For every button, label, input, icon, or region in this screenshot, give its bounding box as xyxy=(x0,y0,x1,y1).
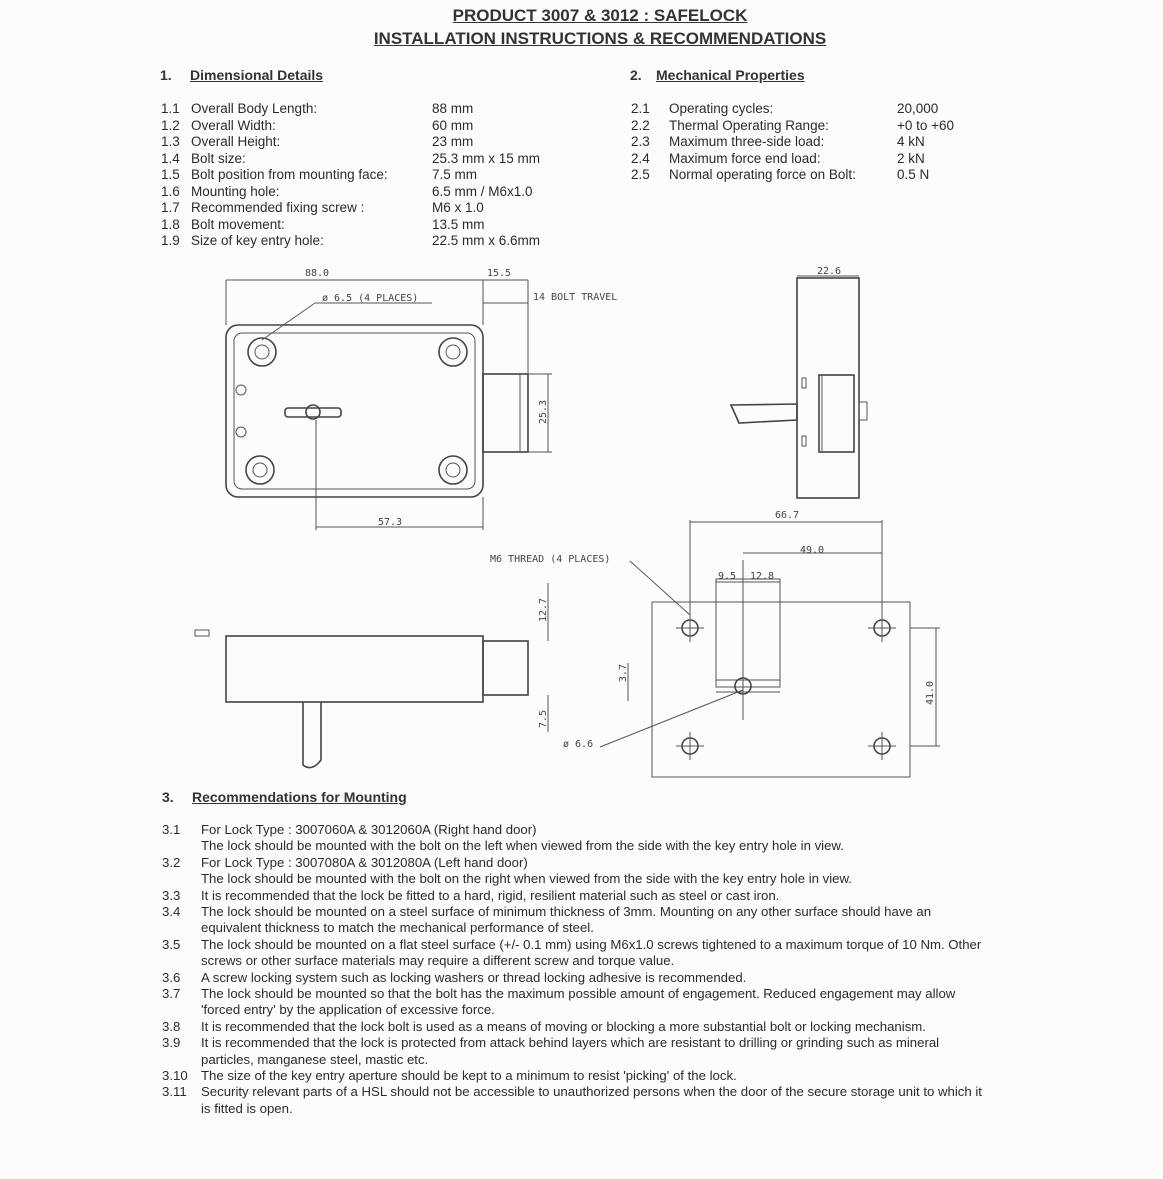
item-value: 4 kN xyxy=(897,134,925,149)
dim-88: 88.0 xyxy=(305,268,330,279)
document-title: PRODUCT 3007 & 3012 : SAFELOCK xyxy=(452,6,748,25)
dim-bolt-travel: 14 BOLT TRAVEL xyxy=(533,292,618,303)
item-text: It is recommended that the lock be fitted to a hard, rigid, resilient material such as steel or cast iron. xyxy=(201,887,780,903)
item-number: 2.4 xyxy=(631,150,650,166)
section-title: Recommendations for Mounting xyxy=(192,789,407,805)
item-value: 60 mm xyxy=(432,117,474,133)
section-number: 2. xyxy=(630,67,642,83)
item-label: Operating cycles: xyxy=(669,101,774,116)
recommendation-item xyxy=(162,1035,1062,1068)
item-number: 1.2 xyxy=(161,117,180,133)
bottom-bolt xyxy=(483,641,528,695)
section-title: Mechanical Properties xyxy=(656,67,805,83)
item-text: It is recommended that the lock bolt is used as a means of moving or blocking a more substantial bolt or locking mechanism. xyxy=(201,1018,926,1034)
item-number: 2.2 xyxy=(631,117,650,133)
bottom-body xyxy=(226,636,483,702)
bottom-view xyxy=(195,583,549,768)
item-number: 1.8 xyxy=(161,216,180,232)
item-value: 20,000 xyxy=(897,101,939,116)
item-text: It is recommended that the lock is protected from attack behind layers which are resistant to drilling or grinding such as mineral particles, manganese steel, mastic etc. xyxy=(201,1035,940,1067)
item-label: Recommended fixing screw : xyxy=(191,200,365,215)
item-number: 1.1 xyxy=(161,101,180,116)
item-number: 3.1 xyxy=(162,822,181,837)
item-value: 6.5 mm / M6x1.0 xyxy=(432,183,533,199)
item-value: 7.5 mm xyxy=(432,167,478,182)
key-entry-hole xyxy=(285,408,341,417)
item-text: The lock should be mounted on a flat steel surface (+/- 0.1 mm) using M6x1.0 screws tightened to a maximum torque of 10 Nm. Other screws or other surface materials may require a different screw and torque value. xyxy=(201,936,982,969)
recommendation-item xyxy=(162,888,1062,904)
item-text: For Lock Type : 3007080A & 3012080A (Left hand door) The lock should be mounted with the bolt on the right when viewed from the side with the key entry hole in view. xyxy=(201,854,852,887)
item-number: 3.11 xyxy=(162,1084,187,1100)
screw xyxy=(236,427,246,437)
item-value: +0 to +60 xyxy=(897,117,955,133)
dim-25-3: 25.3 xyxy=(538,399,549,424)
dim-41-0: 41.0 xyxy=(925,680,936,705)
item-text: The lock should be mounted so that the bolt has the maximum possible amount of engagement. Reduced engagement may allow 'forced entry' by the application of excessive force. xyxy=(201,986,956,1018)
bottom-key-pin xyxy=(303,702,321,768)
item-number: 1.3 xyxy=(161,134,180,149)
section-recommendations-heading xyxy=(162,789,407,805)
recommendation-item xyxy=(162,822,1062,855)
item-number: 3.3 xyxy=(162,887,181,903)
dim-22-6: 22.6 xyxy=(817,266,842,277)
recommendation-item xyxy=(162,970,1062,986)
item-label: Overall Height: xyxy=(191,134,281,149)
mounting-hole xyxy=(248,338,276,366)
item-label: Maximum three-side load: xyxy=(669,134,825,149)
key-aperture-outline xyxy=(716,579,780,687)
side-key-pin xyxy=(731,404,797,423)
dim-12-8: 12.8 xyxy=(750,571,775,582)
item-text: For Lock Type : 3007060A & 3012060A (Right hand door) The lock should be mounted with the bolt on the left when viewed from the side with the key entry hole in view. xyxy=(201,822,844,854)
recommendation-item xyxy=(162,1068,1062,1084)
document-subtitle: INSTALLATION INSTRUCTIONS & RECOMMENDATIONS xyxy=(373,29,827,48)
section-title: Dimensional Details xyxy=(190,67,324,83)
item-number: 2.3 xyxy=(631,134,650,149)
item-text: The size of the key entry aperture should be kept to a minimum to resist 'picking' of the lock. xyxy=(201,1068,737,1083)
dim-m6-thread: M6 THREAD (4 PLACES) xyxy=(490,554,611,565)
mounting-plate-view xyxy=(490,510,940,777)
lock-bolt xyxy=(483,374,528,452)
section-number: 1. xyxy=(160,67,172,83)
item-label: Thermal Operating Range: xyxy=(669,117,829,133)
item-value: 88 mm xyxy=(432,101,474,116)
recommendation-item xyxy=(162,855,1062,888)
dim-hole: ø 6.5 (4 PLACES) xyxy=(322,293,419,304)
item-number: 1.9 xyxy=(161,233,180,248)
item-number: 3.10 xyxy=(162,1068,188,1083)
item-number: 1.5 xyxy=(161,167,180,182)
item-number: 3.8 xyxy=(162,1018,181,1034)
thread-hole xyxy=(868,732,896,760)
item-number: 1.6 xyxy=(161,183,180,199)
item-label: Normal operating force on Bolt: xyxy=(669,167,856,182)
item-number: 2.1 xyxy=(631,101,650,116)
item-value: 25.3 mm x 15 mm xyxy=(432,150,541,166)
item-number: 3.5 xyxy=(162,936,181,952)
recommendation-item xyxy=(162,1019,1062,1035)
dim-12-7: 12.7 xyxy=(538,597,549,622)
thread-hole xyxy=(676,732,704,760)
item-label: Bolt movement: xyxy=(191,216,285,232)
item-number: 3.6 xyxy=(162,969,181,985)
mounting-hole xyxy=(246,456,274,484)
item-value: 2 kN xyxy=(897,150,925,166)
item-number: 3.2 xyxy=(162,854,181,870)
side-view xyxy=(731,266,867,498)
item-text: Security relevant parts of a HSL should not be accessible to unauthorized persons when the door of the secure storage unit to which it is fitted is open. xyxy=(201,1084,982,1116)
item-label: Maximum force end load: xyxy=(669,150,821,166)
item-label: Size of key entry hole: xyxy=(191,233,324,248)
dim-15-5: 15.5 xyxy=(487,268,512,279)
dim-7-5: 7.5 xyxy=(538,709,549,728)
mounting-hole xyxy=(439,456,467,484)
item-label: Overall Body Length: xyxy=(191,101,318,116)
item-number: 3.7 xyxy=(162,986,181,1001)
item-label: Bolt size: xyxy=(191,150,246,166)
dim-49-0: 49.0 xyxy=(800,545,825,556)
recommendation-item xyxy=(162,937,1062,970)
item-value: 0.5 N xyxy=(897,167,930,182)
dim-57-3: 57.3 xyxy=(378,517,403,528)
item-label: Bolt position from mounting face: xyxy=(191,167,388,182)
dim-3-7: 3.7 xyxy=(618,663,629,682)
dim-6-6: ø 6.6 xyxy=(563,739,594,750)
screw xyxy=(236,385,246,395)
item-number: 3.4 xyxy=(162,904,181,919)
item-text: A screw locking system such as locking washers or thread locking adhesive is recommended. xyxy=(201,969,747,985)
item-value: 13.5 mm xyxy=(432,216,485,232)
recommendation-item xyxy=(162,904,1062,937)
item-value: 23 mm xyxy=(432,134,474,149)
lock-body-inner xyxy=(234,333,475,489)
item-number: 3.9 xyxy=(162,1035,181,1051)
item-value: 22.5 mm x 6.6mm xyxy=(432,233,541,248)
side-bolt xyxy=(819,375,854,452)
item-value: M6 x 1.0 xyxy=(432,200,484,215)
item-number: 2.5 xyxy=(631,167,650,182)
dim-9-5: 9.5 xyxy=(718,571,737,582)
front-view xyxy=(226,268,617,530)
item-label: Overall Width: xyxy=(191,117,276,133)
item-text: The lock should be mounted on a steel surface of minimum thickness of 3mm. Mounting on any other surface should have an equivalent thickness to match the mechanical performance of steel. xyxy=(201,904,932,936)
recommendation-item xyxy=(162,986,1062,1019)
lock-body-outline xyxy=(226,325,483,497)
section-number: 3. xyxy=(162,789,174,805)
item-number: 1.7 xyxy=(161,200,180,215)
mounting-hole xyxy=(439,338,467,366)
dim-66-7: 66.7 xyxy=(775,510,800,521)
item-label: Mounting hole: xyxy=(191,183,280,199)
recommendation-item xyxy=(162,1084,1062,1117)
item-number: 1.4 xyxy=(161,150,180,166)
